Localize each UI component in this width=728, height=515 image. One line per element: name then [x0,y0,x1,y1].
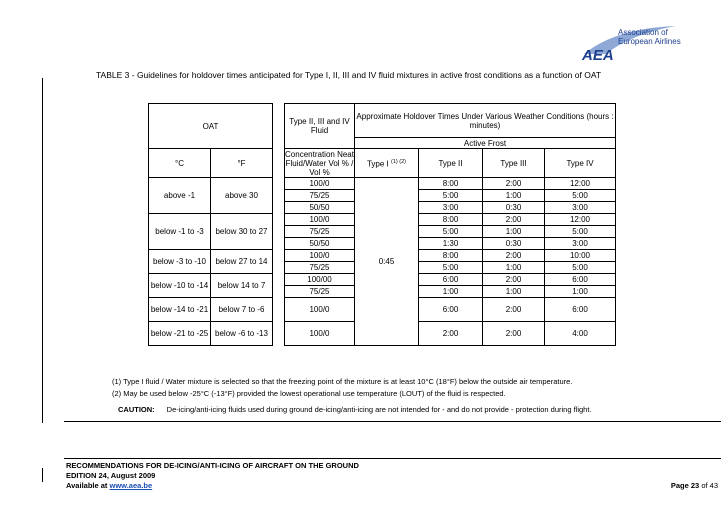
oat-celsius: above -1 [149,178,211,214]
footer-title: RECOMMENDATIONS FOR DE-ICING/ANTI-ICING OF AIRCRAFT ON THE GROUND [66,461,359,470]
holdover-t2: 2:00 [419,322,483,346]
header-fahrenheit: °F [211,149,273,178]
caution [118,405,592,414]
concentration-cell: 75/25 [285,262,355,274]
header-type2: Type II [419,149,483,178]
divider-top [64,421,721,422]
header-approx: Approximate Holdover Times Under Various Weather Conditions (hours : minutes) [355,104,616,138]
holdover-t4: 12:00 [545,178,616,190]
caution-label: CAUTION: [118,405,155,414]
concentration-cell: 50/50 [285,202,355,214]
holdover-t3: 1:00 [483,262,545,274]
holdover-t3: 1:00 [483,190,545,202]
concentration-cell: 100/0 [285,178,355,190]
holdover-t3: 2:00 [483,178,545,190]
logo-org-name [618,28,681,46]
concentration-cell: 100/0 [285,298,355,322]
oat-fahrenheit: below 30 to 27 [211,214,273,250]
header-type1: Type I $^{(1) (2)}$ [355,149,419,178]
holdover-t3: 0:30 [483,238,545,250]
holdover-t4: 12:00 [545,214,616,226]
holdover-t2: 8:00 [419,250,483,262]
holdover-t2: 5:00 [419,190,483,202]
holdover-t4: 5:00 [545,262,616,274]
holdover-t2: 8:00 [419,214,483,226]
header-concentration: Concentration Neat Fluid/Water Vol % / Vol % [285,149,354,177]
left-margin-bar [42,78,43,423]
note-2: (2) May be used below -25°C (-13°F) provided the lowest operational use temperature (LOUT) of the fluid is respected. [112,389,506,398]
logo-brand: AEA [582,47,614,64]
divider-footer [64,458,721,459]
oat-celsius: below -21 to -25 [149,322,211,346]
concentration-cell: 75/25 [285,226,355,238]
header-active-frost: Active Frost [355,138,616,149]
holdover-t4: 3:00 [545,238,616,250]
holdover-t3: 1:00 [483,286,545,298]
concentration-cell: 50/50 [285,238,355,250]
holdover-table [148,103,616,346]
holdover-t2: 1:00 [419,286,483,298]
holdover-t2: 5:00 [419,262,483,274]
oat-celsius: below -14 to -21 [149,298,211,322]
page-number: Page 23 of 43 [670,481,718,490]
note-1: (1) Type I fluid / Water mixture is selected so that the freezing point of the mixture is at least 10°C (18°F) below the outside air temperature. [112,377,573,386]
logo-line2: European Airlines [618,37,681,46]
holdover-t3: 1:00 [483,226,545,238]
header-oat: OAT [149,104,273,149]
oat-fahrenheit: below 27 to 14 [211,250,273,274]
concentration-cell: 100/0 [285,250,355,262]
holdover-t4: 10:00 [545,250,616,262]
header-celsius: °C [149,149,211,178]
holdover-t3: 2:00 [483,214,545,226]
logo-line1: Association of [618,28,668,37]
footer-available: Available at www.aea.be [66,481,153,490]
holdover-t3: 2:00 [483,250,545,262]
oat-fahrenheit: below 14 to 7 [211,274,273,298]
header-type-fluid: Type II, III and IV Fluid [285,104,355,149]
type1-holdover: 0:45 [355,178,419,346]
holdover-t4: 4:00 [545,322,616,346]
header-type4: Type IV [545,149,616,178]
website-link[interactable]: www.aea.be [109,481,153,490]
holdover-t2: 6:00 [419,298,483,322]
oat-fahrenheit: below -6 to -13 [211,322,273,346]
holdover-t4: 6:00 [545,274,616,286]
holdover-t3: 2:00 [483,298,545,322]
caution-text: De-icing/anti-icing fluids used during ground de-icing/anti-icing are not intended for - and do not provide - protection during flight. [166,405,592,414]
oat-celsius: below -3 to -10 [149,250,211,274]
holdover-t3: 2:00 [483,322,545,346]
concentration-cell: 100/00 [285,274,355,286]
table-row [149,178,616,190]
concentration-cell: 75/25 [285,286,355,298]
holdover-t4: 3:00 [545,202,616,214]
change-bar [42,468,43,482]
holdover-t4: 5:00 [545,226,616,238]
header-type3: Type III [483,149,545,178]
concentration-cell: 100/0 [285,214,355,226]
holdover-t2: 6:00 [419,274,483,286]
holdover-t4: 5:00 [545,190,616,202]
footer-edition: EDITION 24, August 2009 [66,471,156,480]
holdover-t3: 2:00 [483,274,545,286]
oat-celsius: below -1 to -3 [149,214,211,250]
holdover-t2: 5:00 [419,226,483,238]
concentration-cell: 75/25 [285,190,355,202]
holdover-t4: 1:00 [545,286,616,298]
holdover-t2: 1:30 [419,238,483,250]
holdover-t3: 0:30 [483,202,545,214]
concentration-cell: 100/0 [285,322,355,346]
oat-celsius: below -10 to -14 [149,274,211,298]
oat-fahrenheit: below 7 to -6 [211,298,273,322]
holdover-t2: 3:00 [419,202,483,214]
holdover-t4: 6:00 [545,298,616,322]
holdover-t2: 8:00 [419,178,483,190]
table-title: TABLE 3 - Guidelines for holdover times anticipated for Type I, II, III and IV fluid mixtures in active frost conditions as a function of OAT [96,70,602,80]
oat-fahrenheit: above 30 [211,178,273,214]
